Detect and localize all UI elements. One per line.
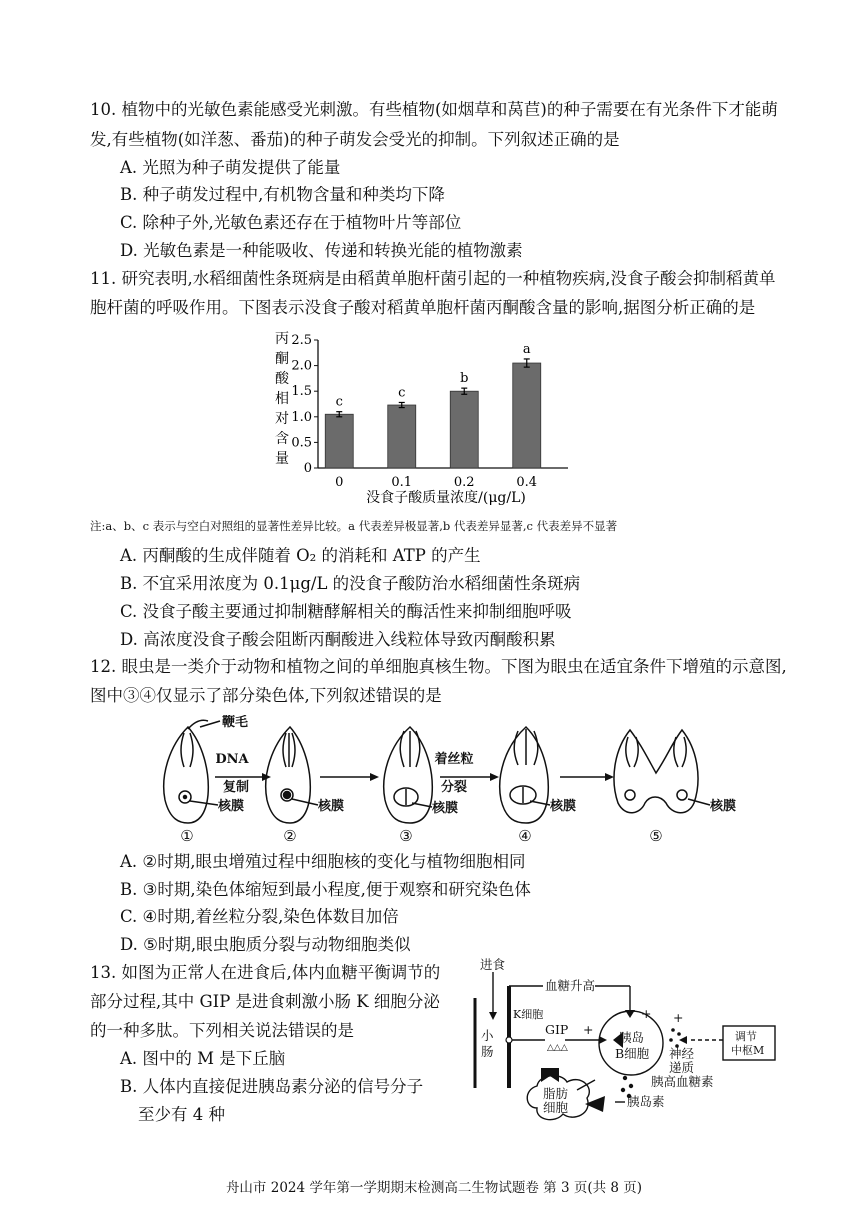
x-tick-label: 0.1 xyxy=(391,475,413,490)
flagellum-label: 鞭毛 xyxy=(222,715,249,730)
y-tick-label: 2.0 xyxy=(291,358,312,374)
bar xyxy=(513,363,541,468)
bar xyxy=(325,414,353,468)
membrane-label-2: 核膜 xyxy=(318,799,345,814)
fat-cell-label-1: 脂肪 xyxy=(543,1086,569,1101)
q10-option-a: A. 光照为种子萌发提供了能量 xyxy=(120,158,341,177)
y-axis-label-char: 丙 xyxy=(275,331,289,347)
page-footer: 舟山市 2024 学年第一学期期末检测高二生物试题卷 第 3 页(共 8 页) xyxy=(225,1180,643,1196)
plus-sign-1: + xyxy=(583,1022,594,1037)
intestine-label-2: 肠 xyxy=(481,1044,494,1059)
x-axis-label: 没食子酸质量浓度/(μg/L) xyxy=(366,490,526,506)
neuro-label-2: 递质 xyxy=(669,1060,695,1075)
y-tick-label: 1.0 xyxy=(291,409,312,425)
q12-stem-line1: 12. 眼虫是一类介于动物和植物之间的单细胞真核生物。下图为眼虫在适宜条件下增殖的示意图, xyxy=(90,657,787,676)
stage-2-label: ② xyxy=(283,827,297,845)
q11-option-a: A. 丙酮酸的生成伴随着 O₂ 的消耗和 ATP 的产生 xyxy=(120,546,481,565)
x-tick-label: 0.2 xyxy=(453,475,475,490)
glucose-rise-label: 血糖升高 xyxy=(545,978,596,993)
q11-option-d: D. 高浓度没食子酸会阻断丙酮酸进入线粒体导致丙酮酸积累 xyxy=(120,630,556,649)
q12-stem-line2: 图中③④仅显示了部分染色体,下列叙述错误的是 xyxy=(90,686,442,705)
glucagon-label: 胰高血糖素 xyxy=(651,1074,714,1089)
q13-option-a: A. 图中的 M 是下丘脑 xyxy=(120,1049,286,1068)
bars xyxy=(325,342,541,468)
q11-stem-line2: 胞杆菌的呼吸作用。下图表示没食子酸对稻黄单胞杆菌丙酮酸含量的影响,据图分析正确的是 xyxy=(90,298,756,317)
cell-1-outline xyxy=(164,727,209,823)
q12-option-b: B. ③时期,染色体缩短到最小程度,便于观察和研究染色体 xyxy=(120,880,531,899)
q11-stem-line1: 11. 研究表明,水稻细菌性条斑病是由稻黄单胞杆菌引起的一种植物疾病,没食子酸会抑制稻黄单 xyxy=(90,269,776,288)
cell-1-gullet xyxy=(181,733,193,767)
cell-5-nucleus-right xyxy=(677,790,687,800)
q13-stem-line2: 部分过程,其中 GIP 是进食刺激小肠 K 细胞分泌 xyxy=(90,992,440,1011)
significance-label: c xyxy=(335,394,343,410)
q11-option-b: B. 不宜采用浓度为 0.1μg/L 的没食子酸防治水稻细菌性条斑病 xyxy=(120,574,581,593)
pyruvate-bar-chart xyxy=(270,325,600,510)
neuro-label-1: 神经 xyxy=(669,1046,695,1061)
y-axis-label-char: 含 xyxy=(275,431,289,447)
x-axis-ticks xyxy=(335,475,537,490)
q13-option-b: B. 人体内直接促进胰岛素分泌的信号分子 xyxy=(120,1077,424,1096)
plus-sign-3: + xyxy=(673,1010,684,1025)
b-cell-label: B细胞 xyxy=(615,1046,650,1061)
y-tick-label: 0.5 xyxy=(291,435,312,451)
x-tick-label: 0.4 xyxy=(516,475,538,490)
y-axis-label xyxy=(275,331,290,467)
stage-5-label: ⑤ xyxy=(649,827,663,845)
membrane-label-1: 核膜 xyxy=(218,799,245,814)
y-tick-label: 2.5 xyxy=(291,333,312,348)
q13-stem-line1: 13. 如图为正常人在进食后,体内血糖平衡调节的 xyxy=(90,963,441,982)
bar xyxy=(450,391,478,468)
significance-label: b xyxy=(460,371,469,387)
center-label-2: 中枢M xyxy=(731,1044,765,1057)
arrow2-label-line1: 着丝粒 xyxy=(434,752,474,767)
y-axis-label-char: 量 xyxy=(275,451,289,467)
significance-label: a xyxy=(522,341,531,357)
q12-option-a: A. ②时期,眼虫增殖过程中细胞核的变化与植物细胞相同 xyxy=(120,852,526,871)
y-axis-label-char: 酮 xyxy=(275,351,289,367)
membrane-label-5: 核膜 xyxy=(710,799,737,814)
stage-4-label: ④ xyxy=(518,827,532,845)
y-axis-label-char: 相 xyxy=(275,391,289,407)
cell-4-outline xyxy=(500,727,549,823)
gip-molecules: △△△ xyxy=(547,1043,568,1053)
q12-option-c: C. ④时期,着丝粒分裂,染色体数目加倍 xyxy=(120,907,399,926)
arrow2-label-line2: 分裂 xyxy=(440,780,468,795)
cell-2-outline xyxy=(266,727,311,823)
x-tick-label: 0 xyxy=(335,475,344,490)
intake-label: 进食 xyxy=(480,958,506,972)
center-label-1: 调节 xyxy=(735,1030,757,1043)
cell-3-outline xyxy=(384,727,433,823)
q10-option-d: D. 光敏色素是一种能吸收、传递和转换光能的植物激素 xyxy=(120,241,523,260)
q12-option-d: D. ⑤时期,眼虫胞质分裂与动物细胞类似 xyxy=(120,935,411,954)
islet-label: 胰岛 xyxy=(619,1030,645,1045)
insulin-label: 胰岛素 xyxy=(627,1094,665,1109)
euglena-division-diagram xyxy=(140,715,740,845)
y-tick-label: 1.5 xyxy=(291,384,312,400)
stage-1-label: ① xyxy=(180,827,194,845)
q10-stem-line2: 发,有些植物(如洋葱、番茄)的种子萌发会受光的抑制。下列叙述正确的是 xyxy=(90,130,620,149)
q10-stem-line1: 10. 植物中的光敏色素能感受光刺激。有些植物(如烟草和莴苣)的种子需要在有光条件下才能萌 xyxy=(90,100,778,119)
cell-5-nucleus-left xyxy=(625,790,635,800)
bar xyxy=(388,405,416,468)
q13-stem-line3: 的一种多肽。下列相关说法错误的是 xyxy=(90,1021,354,1040)
membrane-label-3: 核膜 xyxy=(432,801,459,816)
membrane-label-4: 核膜 xyxy=(550,799,577,814)
intestine-label-1: 小 xyxy=(481,1028,494,1043)
glucose-regulation-diagram xyxy=(465,958,795,1128)
arrow1-label-line2: 复制 xyxy=(222,780,250,795)
q10-option-b: B. 种子萌发过程中,有机物含量和种类均下降 xyxy=(120,185,445,204)
cell-1-flagellum xyxy=(188,720,208,729)
q11-option-c: C. 没食子酸主要通过抑制糖酵解相关的酶活性来抑制细胞呼吸 xyxy=(120,602,572,621)
k-cell-label: K细胞 xyxy=(513,1008,544,1021)
q10-option-c: C. 除种子外,光敏色素还存在于植物叶片等部位 xyxy=(120,213,462,232)
y-axis-label-char: 酸 xyxy=(275,371,289,387)
significance-label: c xyxy=(398,385,406,401)
y-tick-label: 0 xyxy=(303,461,312,476)
y-axis-label-char: 对 xyxy=(275,411,289,427)
plus-sign-2: + xyxy=(641,1006,652,1021)
q13-option-b-continued: 至少有 4 种 xyxy=(138,1105,225,1124)
arrow1-label-line1: DNA xyxy=(215,752,249,767)
q11-chart-note: 注:a、b、c 表示与空白对照组的显著性差异比较。a 代表差异极显著,b 代表差异显著,c 代表差异不显著 xyxy=(90,519,618,533)
fat-cell-label-2: 细胞 xyxy=(543,1100,569,1115)
gip-label: GIP xyxy=(545,1022,569,1037)
y-axis-ticks xyxy=(291,333,318,476)
stage-3-label: ③ xyxy=(399,827,413,845)
